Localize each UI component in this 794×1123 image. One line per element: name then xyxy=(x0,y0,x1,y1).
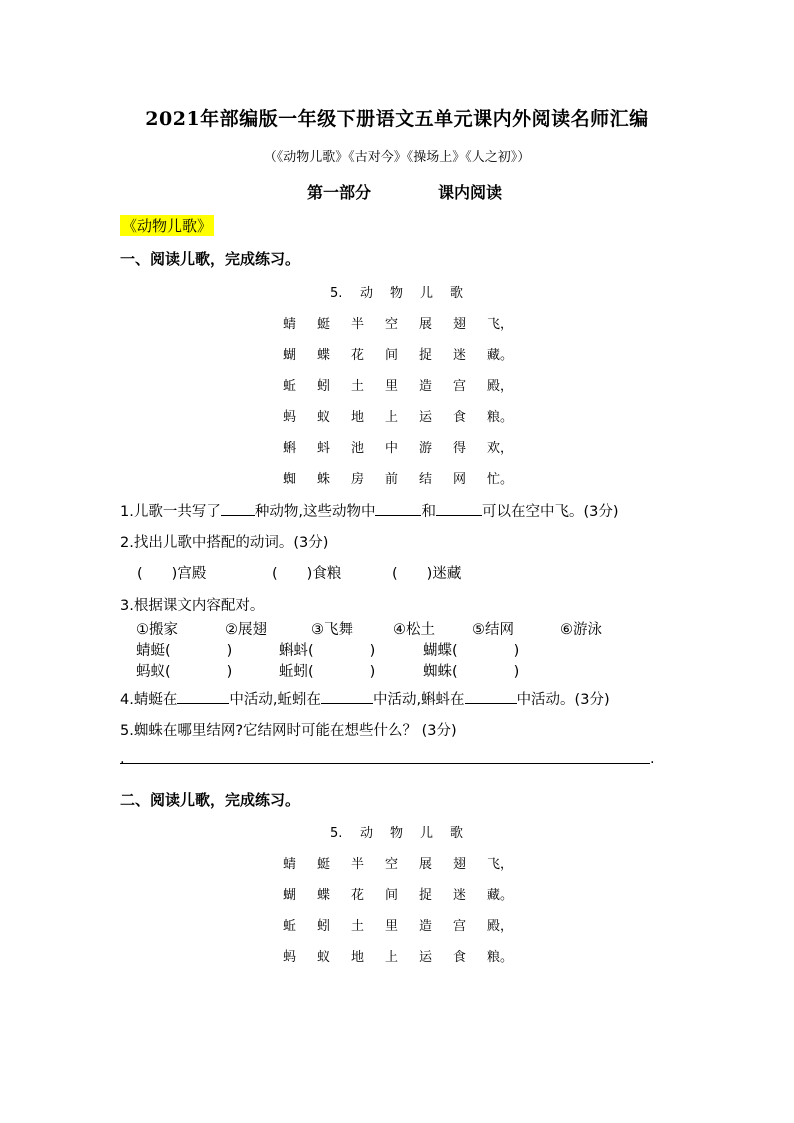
q3-pair[interactable]: 蝴蝶( ) xyxy=(423,643,520,659)
q3-pair[interactable]: 蚂蚁( ) xyxy=(136,664,233,680)
q3-pair[interactable]: 蚯蚓( ) xyxy=(279,664,376,680)
q2-item[interactable]: ( )迷藏 xyxy=(392,566,462,582)
document-title: 2021年部编版一年级下册语文五单元课内外阅读名师汇编 xyxy=(145,108,649,130)
section2-heading: 二、阅读儿歌，完成练习。 xyxy=(120,791,301,809)
q2-item[interactable]: ( )食粮 xyxy=(272,566,342,582)
question-4: 4.蜻蜓在 中活动,蚯蚓在 中活动,蝌蚪在 中活动。(3分) xyxy=(120,688,610,709)
poem-line: 蜘 蛛 房 前 结 网 忙。 xyxy=(283,472,514,487)
answer-blank[interactable] xyxy=(221,501,255,516)
poem-line: 蚯 蚓 土 里 造 宫 殿， xyxy=(283,919,514,934)
poem-line: 蝌 蚪 池 中 游 得 欢， xyxy=(283,441,514,456)
q3-option: ①搬家 xyxy=(136,622,178,638)
poem-line: 蝴 蝶 花 间 捉 迷 藏。 xyxy=(283,348,514,363)
part-label: 第一部分 xyxy=(307,183,372,202)
q3-pair[interactable]: 蜘蛛( ) xyxy=(423,664,520,680)
q3-pair[interactable]: 蝌蚪( ) xyxy=(279,643,376,659)
section1-heading: 一、阅读儿歌，完成练习。 xyxy=(120,250,301,268)
poem-title: 5. 动 物 儿 歌 xyxy=(330,286,464,301)
document-subtitle: （《动物儿歌》《古对今》《操场上》《人之初》） xyxy=(263,150,531,165)
poem-line: 蝴 蝶 花 间 捉 迷 藏。 xyxy=(283,888,514,903)
poem-title: 5. 动 物 儿 歌 xyxy=(330,826,464,841)
question-2: 2.找出儿歌中搭配的动词。(3分) xyxy=(120,535,329,551)
poem-line: 蜻 蜓 半 空 展 翅 飞， xyxy=(283,857,514,872)
q3-pair[interactable]: 蜻蜓( ) xyxy=(136,643,233,659)
part-name: 课内阅读 xyxy=(438,183,503,202)
question-5: 5.蜘蛛在哪里结网?它结网时可能在想些什么？ (3分) xyxy=(120,723,457,739)
answer-blank[interactable] xyxy=(436,501,482,516)
poem-line: 蚂 蚁 地 上 运 食 粮。 xyxy=(283,950,514,965)
q3-option: ④松土 xyxy=(393,622,435,638)
answer-blank[interactable] xyxy=(465,689,517,704)
answer-blank[interactable] xyxy=(321,689,373,704)
question-1: 1.儿歌一共写了 种动物,这些动物中 和 可以在空中飞。(3分) xyxy=(120,500,619,521)
answer-line-end: . xyxy=(650,751,655,767)
answer-blank[interactable] xyxy=(375,501,421,516)
q3-option: ⑤结网 xyxy=(472,622,514,638)
q3-option: ③飞舞 xyxy=(311,622,353,638)
q2-item[interactable]: ( )宫殿 xyxy=(137,566,207,582)
answer-line[interactable] xyxy=(120,763,650,764)
q3-option: ⑥游泳 xyxy=(560,622,602,638)
poem-line: 蚯 蚓 土 里 造 宫 殿， xyxy=(283,379,514,394)
poem-line: 蚂 蚁 地 上 运 食 粮。 xyxy=(283,410,514,425)
poem-line: 蜻 蜓 半 空 展 翅 飞， xyxy=(283,317,514,332)
question-3: 3.根据课文内容配对。 xyxy=(120,598,265,614)
answer-line-start: . xyxy=(120,751,125,767)
lesson-heading: 《动物儿歌》 xyxy=(122,217,213,235)
q3-option: ②展翅 xyxy=(225,622,267,638)
answer-blank[interactable] xyxy=(177,689,229,704)
